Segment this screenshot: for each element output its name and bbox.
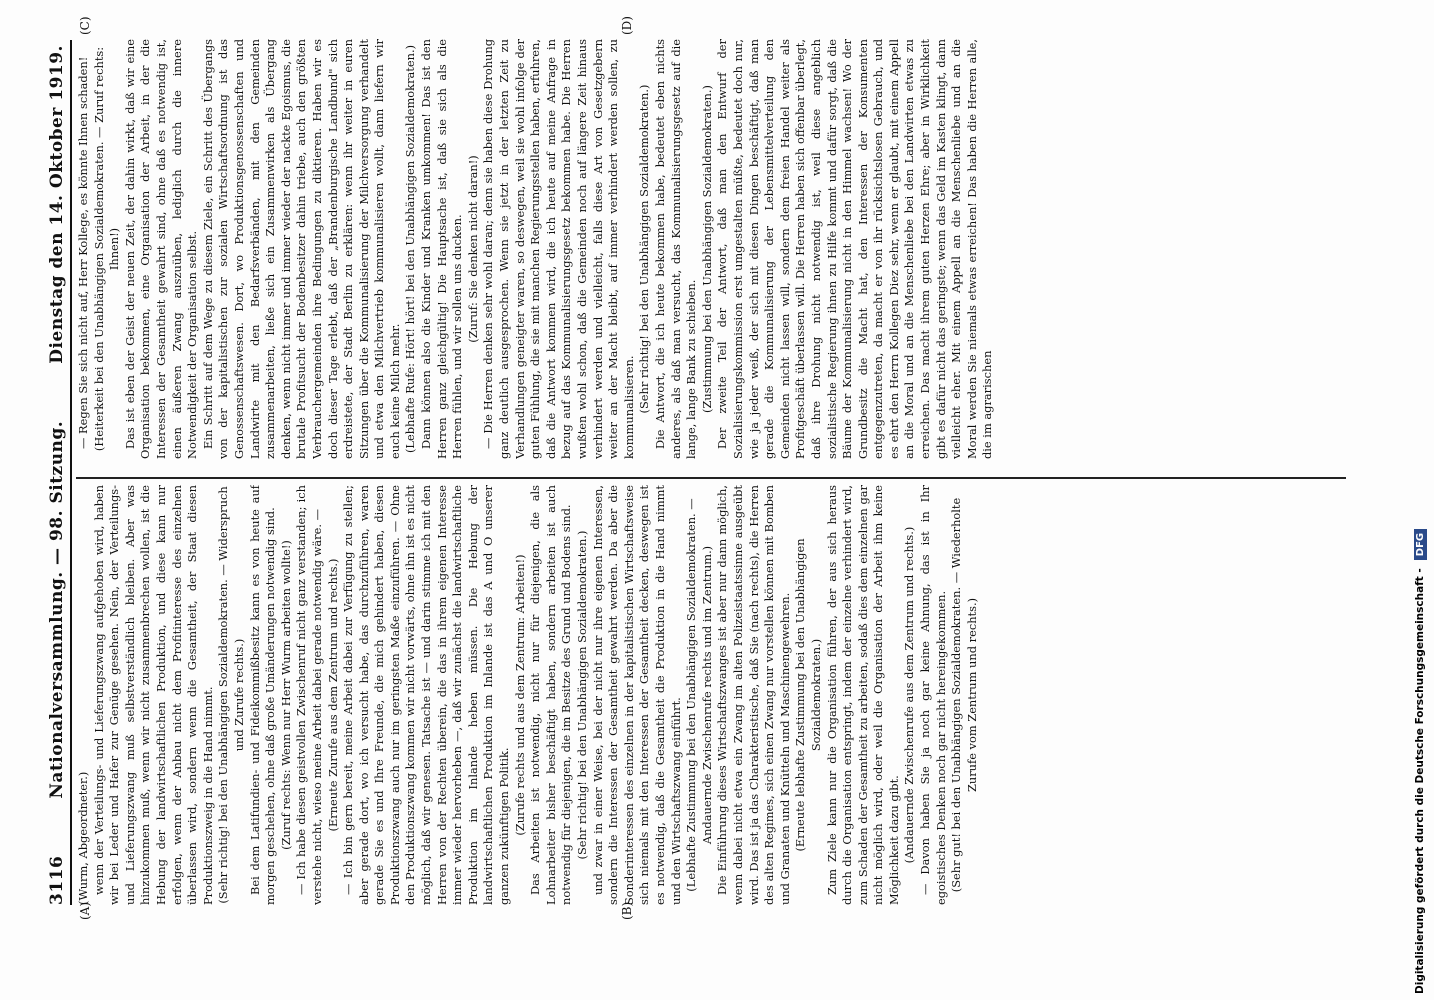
right-text-column <box>76 39 1346 459</box>
interjection: (Lebhafte Rufe: Hört! hört! bei den Unabhängigen Sozialdemokraten.) <box>403 44 418 454</box>
interjection: (Zuruf: Sie denken nicht daran!) <box>465 155 480 343</box>
margin-marker-c: (C) <box>78 16 92 35</box>
paragraph: — Die Herren denken sehr wohl daran; denn sie haben diese Drohung ganz deutlich ausgesprochen. Wenn sie jetzt in der letzten Zeit zu Verhandlungen geneigter waren, so deswegen, weil sie wohl infolge der guten Fühlung, die sie mit manchen Regierungsstellen haben, erfuhren, daß die Antwort kommen wird, die ich heute auf meine Anfrage in bezug auf das Kommunalisierungsgesetz bekommen habe. Die Herren wußten wohl schon, daß die Gemeinden noch auf längere Zeit hinaus verhindert werden und vielleicht, falls diese Art von Gesetzgebern weiter an der Macht bleibt, auf immer verhindert werden sollen, zu kommunalisieren. <box>481 39 636 459</box>
page-header <box>44 45 70 905</box>
paragraph: Das Arbeiten ist notwendig, nicht nur für diejenigen, die als Lohnarbeiter bisher beschäftigt haben, sondern arbeiten ist auch notwendig für diejenigen, die im Besitze des Grund und Bodens sind. <box>528 485 574 905</box>
paragraph: — Ich bin gern bereit, meine Arbeit dabei zur Verfügung zu stellen; aber gerade dort, wo ich versucht habe, das durchzuführen, waren gerade Sie es und Ihre Freunde, die mich gehindert haben, diesen Produktionszwang auch nur im geringsten Maße einzuführen. — Ohne den Produktionszwang kommen wir nicht vorwärts, ohne ihn ist es nicht möglich, daß wir genesen. Tatsache ist — und darin stimme ich mit den Herren von der Rechten überein, die das in ihrem eigenen Interesse immer wieder hervorheben —, daß wir zunächst die landwirtschaftliche Produktion im Inlande heben müssen. Die Hebung der landwirtschaftlichen Produktion im Inlande ist das A und O unserer ganzen zukünftigen Politik. <box>341 485 512 905</box>
interjection: (Lebhafte Zustimmung bei den Unabhängigen Sozialdemokraten. — Andauernde Zwischenrufe rechts und im Zentrum.) <box>684 498 714 892</box>
header-rule <box>70 40 72 905</box>
interjection: (Sehr richtig! bei den Unabhängigen Sozialdemokraten.) <box>575 530 589 860</box>
session-date: Dienstag den 14. Oktober 1919. <box>47 45 67 364</box>
interjection: (Zuruf rechts: Wenn nur Herr Wurm arbeiten wollte!) <box>278 540 293 850</box>
paragraph: wenn der Verteilungs- und Lieferungszwang aufgehoben wird, haben wir bei Leder und Hafer zur Genüge gesehen. Nein, der Verteilungs- und Lieferungszwang muß selbstverständlich bleiben. Aber was hinzukommen muß, wenn wir nicht zusammenbrechen wollen, ist die Hebung der landwirtschaftlichen Produktion, und diese kann nur erfolgen, wenn der Anbau nicht dem Profitinteresse des einzelnen überlassen wird, sondern wenn die Gesamtheit, der Staat diesen Produktionszweig in die Hand nimmt. <box>91 485 215 905</box>
interjection: (Erneute Zurufe aus dem Zentrum und rechts.) <box>325 558 340 832</box>
paragraph: — Regen Sie sich nicht auf, Herr Kollege, es könnte Ihnen schaden! <box>76 56 90 449</box>
paragraph: Die Antwort, die ich heute bekommen habe, bedeutet eben nichts anderes, als daß man versucht, das Kommunalisierungsgesetz auf die lange, lange Bank zu schieben. <box>652 39 699 459</box>
paragraph: — Davon haben Sie ja noch gar keine Ahnung, das ist in Ihr egoistisches Denken noch gar nicht hereingekommen. <box>918 485 948 905</box>
credit-text: Digitalisierung gefördert durch die Deutsche Forschungsgemeinschaft - <box>1414 568 1426 994</box>
paragraph: Dann können also die Kinder und Kranken umkommen! Das ist den Herren ganz gleichgültig! Die Hauptsache ist, daß sie sich als die Herren fühlen, und wir sollen uns ducken. <box>419 39 465 459</box>
column-separator <box>76 478 1346 480</box>
margin-marker-d: (D) <box>620 16 634 35</box>
paragraph: Ein Schritt auf dem Wege zu diesem Ziele, ein Schritt des Übergangs von der kapitalistischen zur sozialen Wirtschaftsordnung ist das Genossenschaftswesen. Dort, wo Produktionsgenossenschaften und Landwirte mit den Bedarfsverbänden, mit den Gemeinden zusammenarbeiten, ließe sich ein Zusammenwirken als Übergang denken, wenn nicht immer und immer wieder der nackte Egoismus, die brutale Profitsucht der Bodenbesitzer dahin triebe, auch den größten Verbrauchergemeinden ihre Bedingungen zu diktieren. Haben wir es doch dieser Tage erlebt, daß der „Brandenburgische Landbund" sich erdreistete, der Stadt Berlin zu erklären: wenn ihr weiter in euren Sitzungen über die Kommunalisierung der Milchversorgung verhandelt und etwa den Milchvertrieb kommunalisieren wollt, dann liefern wir euch keine Milch mehr. <box>200 39 402 459</box>
page-number: 3116 <box>47 855 67 905</box>
paragraph: Der zweite Teil der Antwort, daß man den Entwurf der Sozialisierungskommission erst umgestalten müßte, bedeutet doch nur, wie ja jeder weiß, der sich mit diesen Dingen beschäftigt, daß man gerade die Kommunalisierung der Lebensmittelverteilung den Gemeinden nicht lassen will, sondern dem freien Handel weiter als Profitgeschäft überlassen will. Die Herren haben sich offenbar überlegt, daß ihre Drohung nicht notwendig ist, weil diese angeblich sozialistische Regierung ihnen zu Hilfe kommt und dafür sorgt, daß die Bäume der Kommunalisierung nicht in den Himmel wachsen! Wo der Grundbesitz die Macht hat, den Interessen der Konsumenten entgegenzutreten, da macht er von ihr rücksichtslosen Gebrauch, und es ehrt den Herrn Kollegen Diez sehr, wenn er glaubt, mit einem Appell an die Moral und an die Menschenliebe bei den Landwirten etwas zu erreichen. Das macht ihrem guten Herzen Ehre; aber in Wirklichkeit gibt es dafür nicht das geringste; wenn das Geld im Kasten klingt, dann vielleicht eher. Mit einem Appell an die Menschenliebe und an die Moral werden Sie niemals etwas erreichen! Das haben die Herren alle, die im agrarischen <box>715 39 995 459</box>
interjection: (Sehr richtig! bei den Unabhängigen Sozialdemokraten. — Widerspruch und Zurufe rechts.) <box>216 486 246 904</box>
session-title: Nationalversammlung. — 98. Sitzung. <box>47 420 67 799</box>
paragraph: — Ich habe diesen geistvollen Zwischenruf nicht ganz verstanden; ich verstehe nicht, wieso meine Arbeit dabei gerade notwendig wäre. — <box>294 485 324 905</box>
paragraph: Zum Ziele kann nur die Organisation führen, der aus sich heraus durch die Organisation entspringt, indem der einzelne verhindert wird, zum Schaden der Gesamtheit zu arbeiten, sodaß dies dem einzelnen gar nicht möglich wird, oder weil die Organisation der Arbeit ihm keine Möglichkeit dazu gibt. <box>824 485 901 905</box>
interjection: (Sehr richtig! bei den Unabhängigen Sozialdemokraten.) <box>637 84 652 414</box>
margin-marker-b: (B) <box>620 901 634 920</box>
interjection: (Erneute lebhafte Zustimmung bei den Unabhängigen Sozialdemokraten.) <box>793 538 823 852</box>
interjection: (Sehr gut! bei den Unabhängigen Sozialdemokraten. — Wiederholte Zurufe vom Zentrum und rechts.) <box>949 497 979 893</box>
interjection: (Zurufe rechts und aus dem Zentrum: Arbeiten!) <box>512 554 527 836</box>
interjection: (Zustimmung bei den Unabhängigen Sozialdemokraten.) <box>699 85 714 413</box>
paragraph: (Wurm, Abgeordneter.) <box>76 771 90 905</box>
interjection: (Heiterkeit bei den Unabhängigen Sozialdemokraten. — Zuruf rechts: Ihnen!) <box>91 46 122 452</box>
left-text-column <box>76 485 1346 905</box>
digitization-credit <box>1410 4 1430 994</box>
margin-marker-a: (A) <box>78 901 92 920</box>
paragraph: Die Einführung dieses Wirtschaftszwanges ist aber nur dann möglich, wenn dabei nicht etwa ein Zwang im alten Polizeistaatssinne ausgeübt wird. Das ist ja das Charakteristische, daß Sie (nach rechts), die Herren des alten Regimes, sich einen Zwang nur vorstellen können mit Bomben und Granaten und Knütteln und Maschinengewehren. <box>715 485 792 905</box>
interjection: (Andauernde Zwischenrufe aus dem Zentrum und rechts.) <box>902 526 917 864</box>
dfg-logo: DFG <box>1414 529 1427 560</box>
paragraph: und zwar in einer Weise, bei der nicht nur ihre eigenen Interessen, sondern die Interessen der Gesamtheit gewahrt werden. Da aber die Sonderinteressen des einzelnen in der kapitalistischen Wirtschaftsweise sich niemals mit den Interessen der Gesamtheit decken, deswegen ist es notwendig, daß die Gesamtheit die Produktion in die Hand nimmt und den Wirtschaftszwang einführt. <box>590 485 683 905</box>
paragraph: Bei dem Latifundien- und Fideikommißbesitz kann es von heute auf morgen geschehen, ohne daß große Umänderungen notwendig sind. <box>247 485 278 905</box>
paragraph: Das ist eben der Geist der neuen Zeit, der dahin wirkt, daß wir eine Organisation bekommen, eine Organisation der Arbeit, in der die Interessen der Gesamtheit gewahrt sind, ohne daß es notwendig ist, einen äußeren Zwang auszuüben, lediglich durch die innere Notwendigkeit der Organisation selbst. <box>122 39 200 459</box>
